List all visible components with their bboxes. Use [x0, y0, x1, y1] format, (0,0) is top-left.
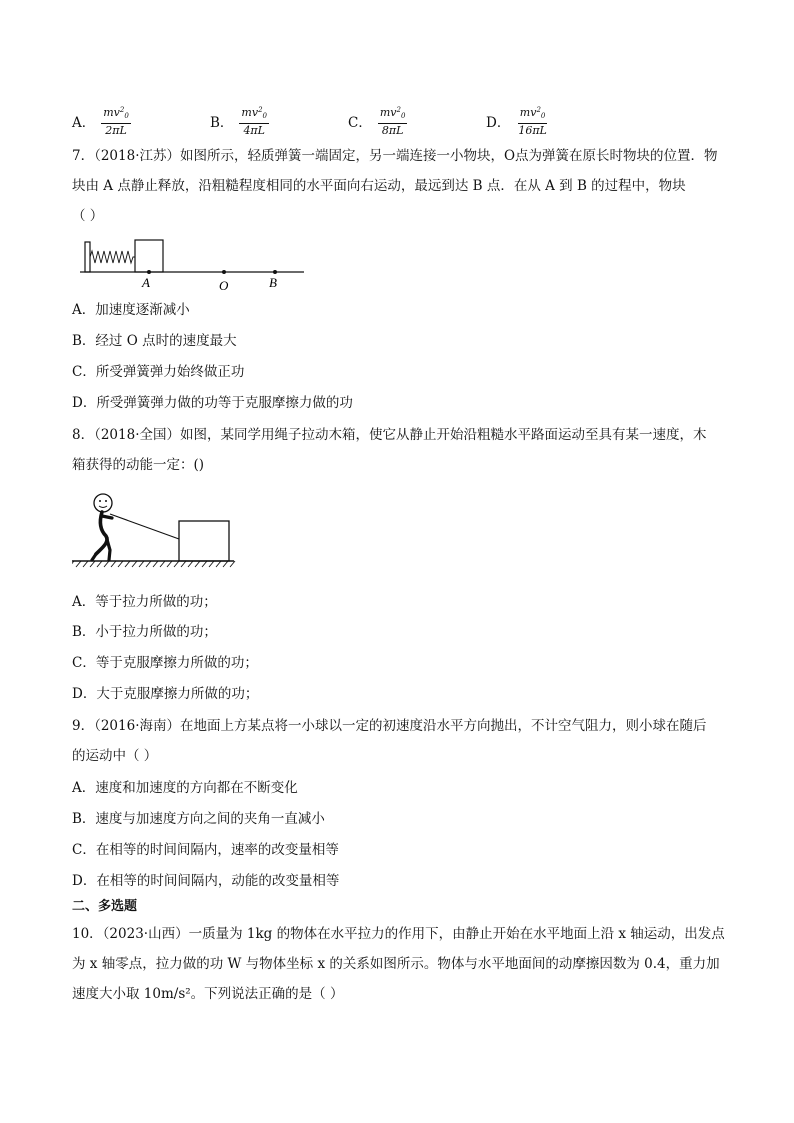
q7-stem-line1: 7．（2018·江苏）如图所示，轻质弹簧一端固定，另一端连接一小物块，O点为弹簧在原长时物块的位置．物 — [72, 148, 718, 164]
q7-answer-blank: （ ） — [72, 208, 104, 224]
q9-option-a[interactable]: A．速度和加速度的方向都在不断变化 — [72, 780, 298, 796]
q8-person-pulling-box-figure — [72, 490, 242, 570]
q7-option-d[interactable]: D．所受弹簧弹力做的功等于克服摩擦力做的功 — [72, 395, 353, 411]
q10-stem-line3: 速度大小取 10m/s²。下列说法正确的是（ ） — [72, 986, 344, 1002]
q8-option-a[interactable]: A．等于拉力所做的功； — [72, 594, 217, 610]
option-label: B． — [210, 114, 234, 131]
q6-option-c[interactable] — [348, 104, 407, 137]
q8-option-c[interactable]: C．等于克服摩擦力所做的功； — [72, 655, 258, 671]
point-a-label: A — [142, 275, 150, 290]
point-b-label: B — [269, 275, 277, 290]
option-label: A． — [72, 114, 96, 131]
q6-option-d[interactable] — [486, 104, 549, 137]
q6-options — [72, 98, 592, 138]
q8-option-d[interactable]: D．大于克服摩擦力所做的功； — [72, 686, 259, 702]
q6-option-b[interactable] — [210, 104, 269, 137]
q7-stem-line2: 块由 A 点静止释放，沿粗糙程度相同的水平面向右运动，最远到达 B 点．在从 A 到 B 的过程中，物块 — [72, 178, 686, 194]
q8-stem-line2: 箱获得的动能一定：() — [72, 457, 205, 473]
option-label: D． — [486, 114, 511, 131]
fraction: $\frac{mv^2_0}{8\pi L}$ — [379, 106, 406, 137]
q9-stem-line2: 的运动中（ ） — [72, 748, 158, 764]
q10-stem-line1: 10．（2023·山西）一质量为 1kg 的物体在水平拉力的作用下，由静止开始在水平地面上沿 x 轴运动，出发点 — [72, 926, 725, 942]
q9-stem-line1: 9．（2016·海南）在地面上方某点将一小球以一定的初速度沿水平方向抛出，不计空气阻力，则小球在随后 — [72, 718, 707, 734]
q8-stem-line1: 8．（2018·全国）如图，某同学用绳子拉动木箱，使它从静止开始沿粗糙水平路面运动至具有某一速度，木 — [72, 427, 707, 443]
fraction: $\frac{mv^2_0}{4\pi L}$ — [241, 106, 268, 137]
section-heading: 二、多选题 — [72, 899, 138, 914]
q7-option-a[interactable]: A．加速度逐渐减小 — [72, 302, 190, 318]
q9-option-d[interactable]: D．在相等的时间间隔内，动能的改变量相等 — [72, 873, 340, 889]
q9-option-b[interactable]: B．速度与加速度方向之间的夹角一直减小 — [72, 811, 325, 827]
fraction: $\frac{mv^2_0}{16\pi L}$ — [518, 106, 547, 137]
q6-option-a[interactable] — [72, 104, 131, 137]
q10-stem-line2: 为 x 轴零点，拉力做的功 W 与物体坐标 x 的关系如图所示。物体与水平地面间的动摩擦因数为 0.4，重力加 — [72, 956, 720, 972]
q9-option-c[interactable]: C．在相等的时间间隔内，速率的改变量相等 — [72, 842, 339, 858]
q7-option-b[interactable]: B．经过 O 点时的速度最大 — [72, 333, 237, 349]
point-o-label: O — [219, 278, 229, 292]
option-label: C． — [348, 114, 372, 131]
fraction: $\frac{mv^2_0}{2\pi L}$ — [103, 106, 129, 137]
q8-option-b[interactable]: B．小于拉力所做的功； — [72, 624, 217, 640]
q7-spring-block-figure — [72, 232, 312, 292]
q7-option-c[interactable]: C．所受弹簧弹力始终做正功 — [72, 364, 245, 380]
